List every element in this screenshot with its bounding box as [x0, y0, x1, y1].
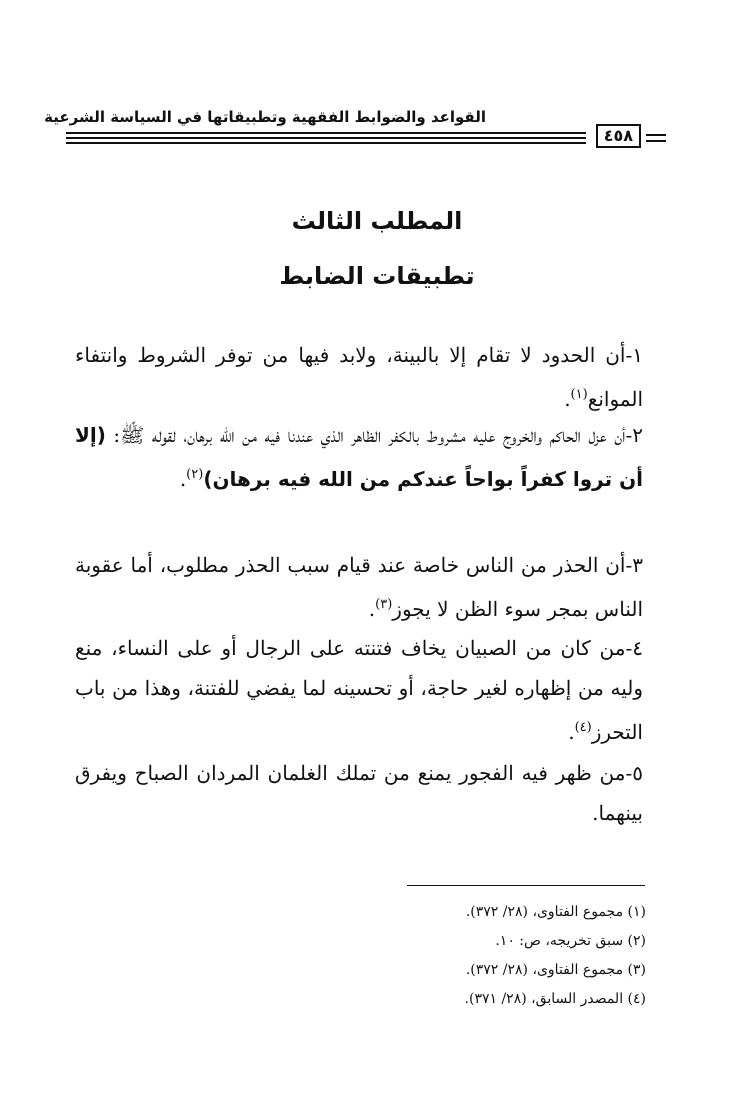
paragraph-tail: .: [564, 387, 571, 411]
paragraph-3: [75, 545, 643, 629]
paragraph-tail: .: [568, 720, 575, 744]
header-rule: [646, 134, 666, 136]
footnote-ref: (١): [570, 387, 588, 402]
header-rule: [66, 137, 586, 139]
footnote-3: (٣) مجموع الفتاوى، (٢٨/ ٣٧٢).: [465, 962, 646, 978]
paragraph-1: [75, 335, 643, 419]
subsection-heading: تطبيقات الضابط: [279, 262, 475, 290]
header-rule: [66, 142, 586, 144]
paragraph-text: ٥-من ظهر فيه الفجور يمنع من تملك الغلمان المردان الصباح ويفرق بينهما.: [75, 761, 643, 825]
footnotes: [246, 898, 646, 1014]
header-title: القواعد والضوابط الفقهية وتطبيقاتها في السياسة الشرعية: [44, 108, 486, 126]
paragraph-5: [75, 753, 643, 833]
footnote-ref: (٢): [186, 467, 204, 482]
paragraph-text: ١-أن الحدود لا تقام إلا بالبينة، ولابد فيها من توفر الشروط وانتفاء الموانع: [75, 343, 643, 411]
header-rule: [66, 132, 586, 134]
section-heading: المطلب الثالث: [291, 207, 463, 235]
running-header: [44, 108, 666, 152]
footnote-1: (١) مجموع الفتاوى، (٢٨/ ٣٧٢).: [465, 904, 646, 920]
paragraph-text: ٣-أن الحذر من الناس خاصة عند قيام سبب الحذر مطلوب، أما عقوبة الناس بمجر سوء الظن لا يجوز: [75, 553, 643, 621]
hadith-quote: (إلا أن تروا كفراً بواحاً عندكم من الله فيه برهان): [75, 423, 643, 491]
footnote-2: (٢) سبق تخريجه، ص: ١٠.: [495, 933, 646, 949]
footnote-separator: [407, 885, 645, 886]
header-rule: [646, 140, 666, 142]
footnote-ref: (٣): [375, 597, 393, 612]
page-number: ٤٥٨: [596, 124, 641, 148]
paragraph-text: ٤-من كان من الصبيان يخاف فتنته على الرجال أو على النساء، منع وليه من إظهاره لغير حاجة، أو تحسينه لما يفضي للفتنة، وهذا من باب التحرز: [75, 636, 643, 744]
paragraph-text: ٢-أن عزل الحاكم والخروج عليه مشروط بالكفر الظاهر الذي عندنا فيه من الله برهان، لقوله ﷺ:: [105, 423, 643, 447]
footnote-4: (٤) المصدر السابق، (٢٨/ ٣٧١).: [464, 991, 646, 1007]
paragraph-2: [75, 415, 643, 499]
paragraph-4: [75, 628, 643, 752]
paragraph-tail: .: [179, 467, 187, 491]
paragraph-tail: .: [368, 597, 376, 621]
footnote-ref: (٤): [574, 720, 592, 735]
